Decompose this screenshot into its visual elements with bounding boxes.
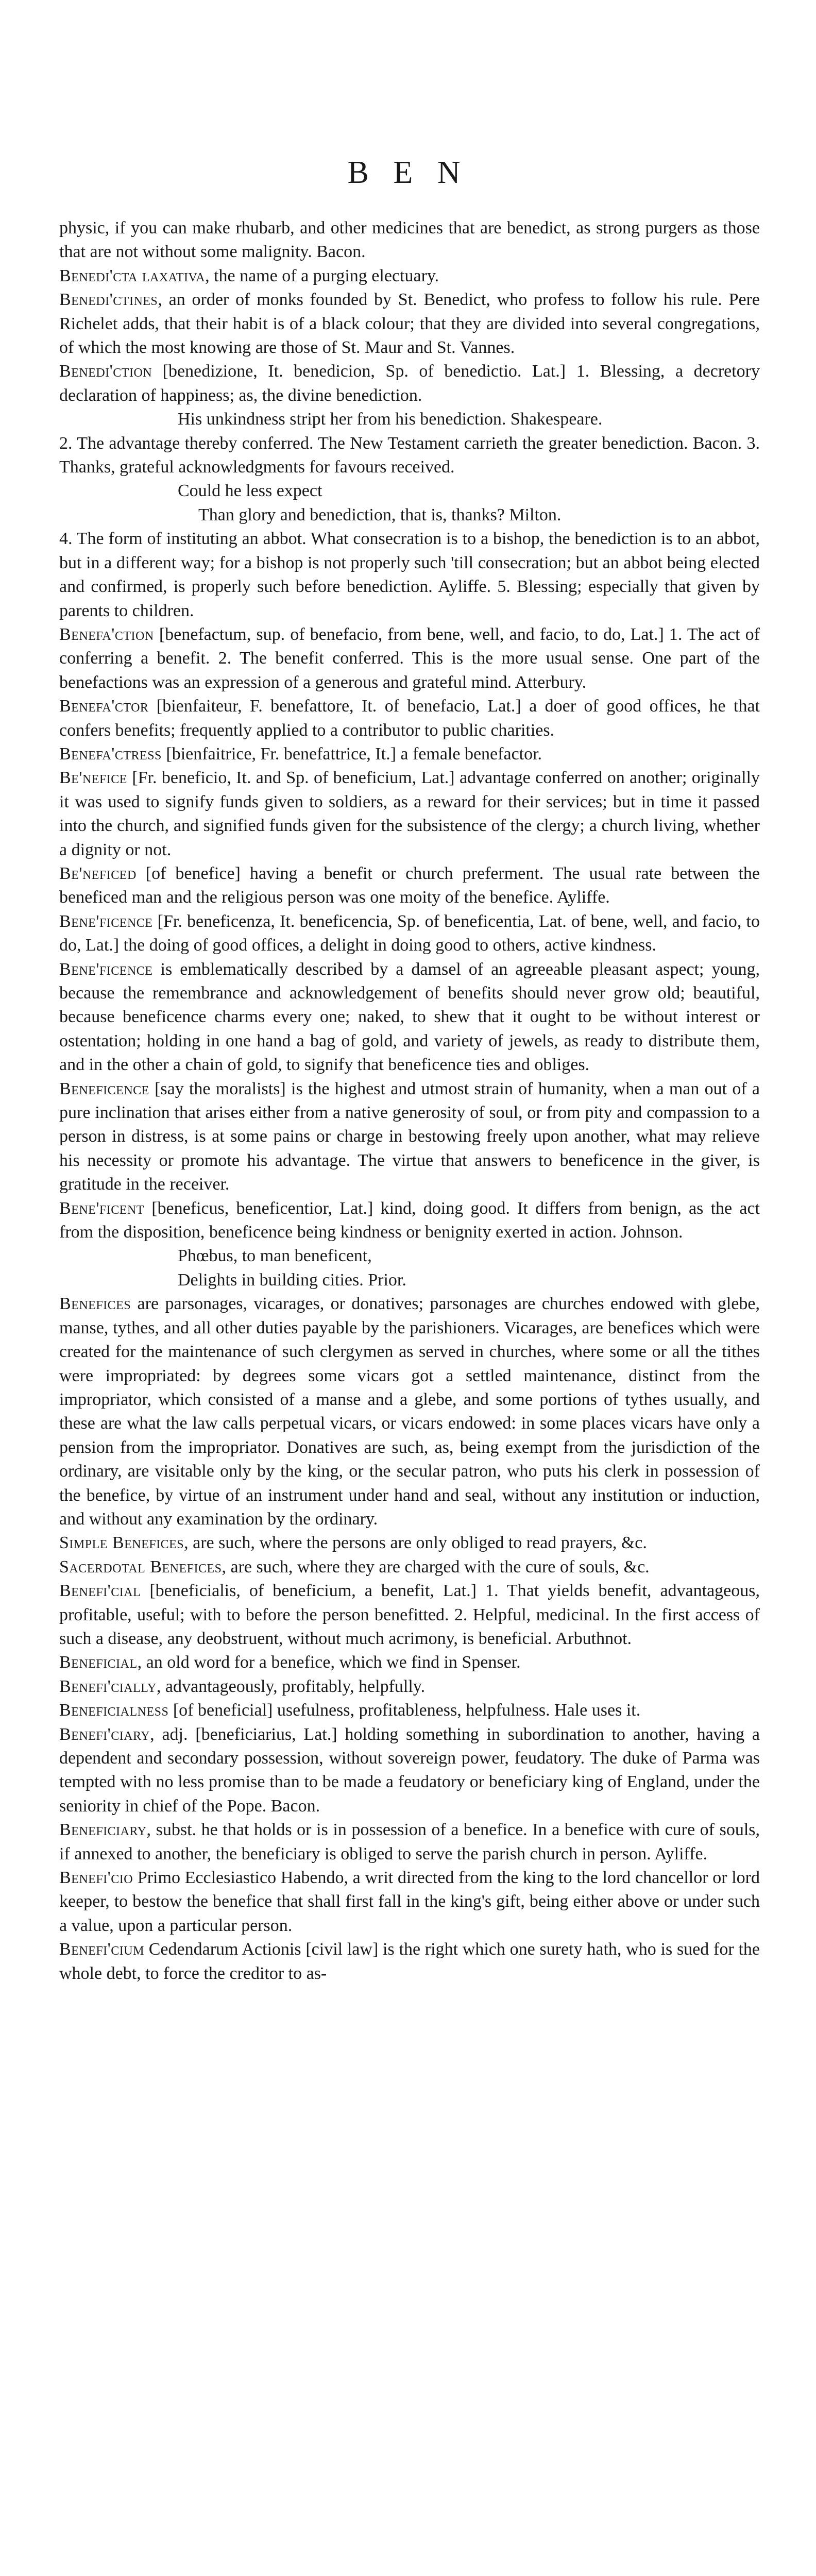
entry-headword: Beneficence [59,1079,149,1098]
dictionary-entry [59,1866,760,1938]
dictionary-entry [59,1651,760,1674]
entry-headword: Benefi'cio [59,1868,133,1888]
entry-headword: Bene'ficence [59,959,153,979]
running-head: B E N [347,155,469,190]
entry-headword: Be'neficed [59,863,137,883]
entry-headword: Benedi'ctines [59,290,158,310]
dictionary-entry [59,360,760,408]
entry-definition: , are such, where the persons are only obliged to read prayers, &c. [184,1533,647,1553]
entry-headword: Bene'ficence [59,911,153,931]
dictionary-entry [59,694,760,742]
entry-definition: is emblematically described by a damsel of an agreeable pleasant aspect; young, because the remembrance and acknowledgement of benefits should never grow old; beautiful, because beneficence charms every one; naked, to shew that it ought to be without interest or ostentation; holding in one hand a bag of gold, and variety of jewels, as ready to distribute them, and in the other a chain of gold, to signify that beneficence ties and obliges. [59,959,760,1075]
dictionary-entry [59,766,760,862]
entry-headword: Benefi'cial [59,1581,141,1601]
entry-definition: [benefactum, sup. of benefacio, from bene, well, and facio, to do, Lat.] 1. The act of conferring a benefit. 2. The benefit conferred. This is the more usual sense. One part of the benefactions was an expression of a generous and grateful mind. Atterbury. [59,624,760,692]
entry-definition: Primo Ecclesiastico Habendo, a writ directed from the king to the lord chancellor or lord keeper, to bestow the benefice that shall first fall in the king's gift, being either above or under such a value, upon a particular person. [59,1868,760,1935]
entry-definition: [bienfaitrice, Fr. benefattrice, It.] a female benefactor. [161,744,542,764]
entry-headword: Benedi'ction [59,362,152,381]
entry-definition: , subst. he that holds or is in possession of a benefice. In a benefice with cure of souls, if annexed to another, the beneficiary is obliged to serve the parish church in person. Ayliffe. [59,1820,760,1863]
entry-definition: , the name of a purging electuary. [205,266,439,285]
dictionary-entry [59,958,760,1077]
quotation-line: His unkindness stript her from his benediction. Shakespeare. [178,410,603,429]
entry-headword: Benedi'cta laxativa [59,266,206,285]
entry-headword: Bene'ficent [59,1198,144,1218]
entry-definition: physic, if you can make rhubarb, and other medicines that are benedict, as strong purgers as those that are not without some malignity. Bacon. [59,218,760,262]
entry-headword: Benefi'cium [59,1940,144,1959]
entry-headword: Benefa'ctor [59,697,149,716]
dictionary-entry [59,1555,760,1579]
dictionary-entry [59,288,760,360]
dictionary-entry [59,264,760,288]
entry-definition: , adj. [beneficiarius, Lat.] holding something in subordination to another, having a dependent and secondary possession, without sovereign power, feudatory. The duke of Parma was tempted with no less promise than to be made a feudatory or beneficiary king of England, under the seniority in chief of the Pope. Bacon. [59,1724,760,1816]
dictionary-entry [59,527,760,623]
quotation-line: Could he less expect [178,481,322,501]
entry-headword: Be'nefice [59,768,127,788]
entry-definition: Cedendarum Actionis [civil law] is the right which one surety hath, who is sued for the whole debt, to force the creditor to as- [59,1940,760,1983]
entry-definition: , an order of monks founded by St. Benedict, who profess to follow his rule. Pere Richelet adds, that their habit is of a black colour; that they are divided into several congregations, of which the most knowing are those of St. Maur and St. Vannes. [59,290,760,358]
dictionary-entry [59,216,760,264]
entry-definition: , an old word for a benefice, which we find in Spenser. [137,1653,521,1672]
dictionary-entry [59,1197,760,1245]
entry-definition: [of benefice] having a benefit or church preferment. The usual rate between the beneficed man and the religious person was one moity of the benefice. Ayliffe. [59,863,760,907]
quotation-line: Delights in building cities. Prior. [178,1270,406,1290]
entry-headword: Beneficial [59,1653,138,1672]
dictionary-entry [59,742,760,766]
entry-definition: [say the moralists] is the highest and utmost strain of humanity, when a man out of a pure inclination that arises either from a native generosity of soul, or from pity and compassion to a person in distress, is at some pains or charge in bestowing freely upon another, what may relieve his necessity or promote his advantage. The virtue that answers to beneficence in the giver, is gratitude in the receiver. [59,1079,760,1194]
dictionary-entry [59,1818,760,1866]
quotation-line: Than glory and benediction, that is, thanks? Milton. [198,505,562,524]
quotation-line: Phœbus, to man beneficent, [178,1246,372,1266]
entry-headword: Benefi'ciary [59,1724,150,1744]
dictionary-entry [59,1531,760,1555]
entry-headword: Sacerdotal Benefices [59,1557,222,1577]
entry-definition: [Fr. beneficio, It. and Sp. of beneficium, Lat.] advantage conferred on another; originally it was used to signify funds given to soldiers, as a reward for their services; but in time it passed into the church, and signified funds given for the subsistence of the clergy; a church living, whether a dignity or not. [59,768,760,859]
dictionary-entry [59,910,760,958]
entry-definition: , are such, where they are charged with the cure of souls, &c. [222,1557,650,1577]
entry-definition: [bienfaiteur, F. benefattore, It. of benefacio, Lat.] a doer of good offices, he that confers benefits; frequently applied to a contributor to public charities. [59,697,760,740]
dictionary-entry [59,1938,760,1986]
entry-definition: [beneficus, beneficentior, Lat.] kind, doing good. It differs from benign, as the act from the disposition, beneficence being kindness or benignity exerted in action. Johnson. [59,1198,760,1242]
entry-definition: , advantageously, profitably, helpfully. [156,1676,426,1696]
dictionary-entry [59,1675,760,1699]
dictionary-entry [59,432,760,480]
dictionary-body [59,216,760,1986]
entry-headword: Benefices [59,1294,131,1314]
entry-headword: Benefa'ction [59,624,154,644]
entry-headword: Benefa'ctress [59,744,162,764]
dictionary-entry [59,1579,760,1651]
dictionary-entry [59,1723,760,1819]
entry-definition: [of beneficial] usefulness, profitableness, helpfulness. Hale uses it. [168,1701,641,1720]
dictionary-entry [59,1292,760,1531]
entry-definition: [Fr. beneficenza, It. beneficencia, Sp. of beneficentia, Lat. of bene, well, and facio, to do, Lat.] the doing of good offices, a delight in doing good to others, active kindness. [59,911,760,955]
dictionary-entry [59,862,760,910]
entry-headword: Beneficiary [59,1820,147,1840]
entry-headword: Beneficialness [59,1701,169,1720]
entry-headword: Simple Benefices [59,1533,184,1553]
entry-definition: are parsonages, vicarages, or donatives; parsonages are churches endowed with glebe, manse, tythes, and all other duties payable by the parishioners. Vicarages, are benefices which were created for the maintenance of such clergymen as served in churches, where some or all the tithes were impropriated: by degrees some vicars got a settled maintenance, distinct from the impropriator, which consisted of a manse and a glebe, and some portions of tythes usually, and these are what the law calls perpetual vicars, or vicars endowed: in some places vicars have only a pension from the impropriator. Donatives are such, as, being exempt from the jurisdiction of the ordinary, are visitable only by the king, or the secular patron, who puts his clerk in possession of the benefice, by virtue of an instrument under hand and seal, without any institution or induction, and without any examination by the ordinary. [59,1294,760,1529]
entry-definition: [benedizione, It. benedicion, Sp. of benedictio. Lat.] 1. Blessing, a decretory declaration of happiness; as, the divine benediction. [59,362,760,405]
entry-definition: [beneficialis, of beneficium, a benefit, Lat.] 1. That yields benefit, advantageous, profitable, useful; with to before the person benefitted. 2. Helpful, medicinal. In the first access of such a disease, any deobstruent, without much acrimony, is beneficial. Arbuthnot. [59,1581,760,1648]
dictionary-entry [59,623,760,694]
entry-definition: 2. The advantage thereby conferred. The New Testament carrieth the greater benediction. Bacon. 3. Thanks, grateful acknowledgments for favours received. [59,433,760,477]
dictionary-entry [59,1699,760,1722]
dictionary-entry [59,1077,760,1197]
entry-headword: Benefi'cially [59,1676,157,1696]
entry-definition: 4. The form of instituting an abbot. What consecration is to a bishop, the benediction is to an abbot, but in a different way; for a bishop is not properly such 'till consecration; but an abbot being elected and confirmed, is properly such before benediction. Ayliffe. 5. Blessing; especially that given by parents to children. [59,529,760,620]
